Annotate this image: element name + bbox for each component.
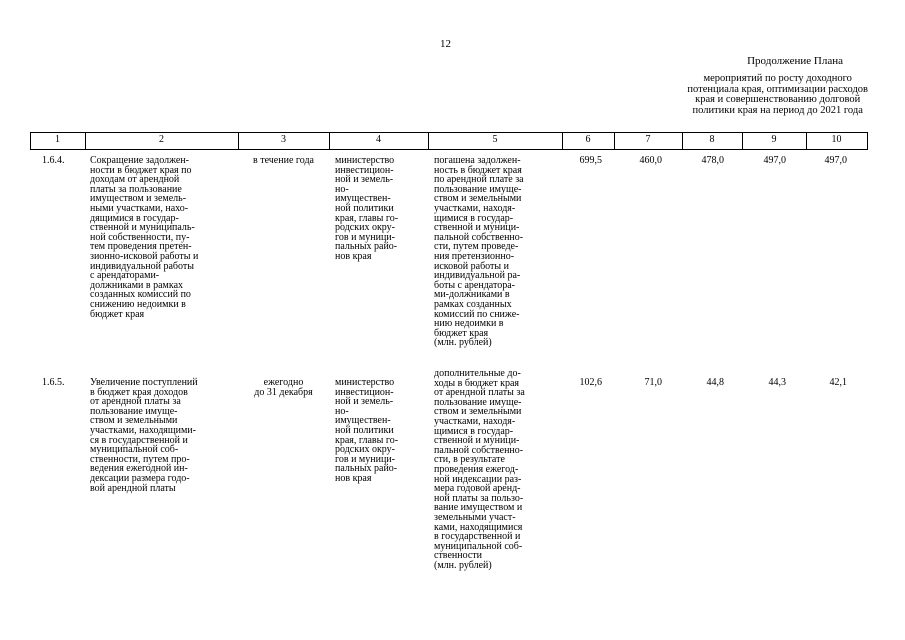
page-number: 12 <box>440 38 451 50</box>
continuation-title: Продолжение Плана <box>747 55 843 67</box>
column-number: 5 <box>492 134 498 145</box>
column-divider <box>867 132 868 149</box>
expected-result: дополнительные до- ходы в бюджет края от арендной платы за пользование имуще- ством и земельными участками, находя- щимися в государ- ственной и муници- пальной собственно- сти, в результате проведения ежегод- ной индексации раз- мера годовой аренд- ной платы за пользо- вание имуществом и земельными участ- ками, находящимися в государственной и муниципальной соб- ственности (млн. рублей) <box>434 368 525 571</box>
value-col9: 44,3 <box>768 377 786 388</box>
measure-name: Сокращение задолжен- ности в бюджет края по доходам от арендной платы за пользование имуществом и земель- ными участками, нахо- дящимися в государ- ственной и муниципаль- ной собственности, пу- тем проведения претен- зионно-исковой работы и индивидуальной работы с арендаторами- должниками в рамках созданных комиссий по снижению недоимки в бюджет края <box>90 155 199 320</box>
header-table-bottom-border <box>30 149 868 150</box>
value-col7: 71,0 <box>644 377 662 388</box>
column-number: 6 <box>585 134 591 145</box>
expected-result: погашена задолжен- ность в бюджет края по арендной плате за пользование имуще- ством и земельными участками, находя- щимися в государ- ственной и муници- пальной собственно- сти, путем проведе- ния претензионно- исковой работы и индивидуальной ра- боты с арендатора- ми-должниками в рамках созданных комиссий по сниже- нию недоимки в бюджет края (млн. рублей) <box>434 155 524 349</box>
column-number: 3 <box>281 134 286 145</box>
plan-title: мероприятий по росту доходного потенциала края, оптимизации расходов края и совершенствованию долговой политики края на период до 2021 года <box>687 73 868 116</box>
value-col10: 497,0 <box>824 155 847 166</box>
column-number: 10 <box>831 134 842 145</box>
value-col7: 460,0 <box>639 155 662 166</box>
value-col8: 478,0 <box>701 155 724 166</box>
column-number: 1 <box>55 134 60 145</box>
column-number: 7 <box>645 134 651 145</box>
value-col10: 42,1 <box>829 377 847 388</box>
responsible-executor: министерство инвестицион- ной и земель- но- имуществен- ной политики края, главы го- родских окру- гов и муници- пальных райо- нов края <box>335 155 399 262</box>
value-col6: 699,5 <box>579 155 602 166</box>
column-number: 2 <box>159 134 164 145</box>
deadline: ежегодно до 31 декабря <box>254 377 313 398</box>
value-col9: 497,0 <box>763 155 786 166</box>
deadline: в течение года <box>253 155 314 166</box>
value-col6: 102,6 <box>579 377 602 388</box>
measure-name: Увеличение поступлений в бюджет края доходов от арендной платы за пользование имуще- ством и земельными участками, находящими- ся в государственной и муниципальной соб- ственности, путем про- ведения ежегодной ин- дексации размера годо- вой арендной платы <box>90 377 198 494</box>
row-number: 1.6.5. <box>42 377 65 388</box>
column-number: 4 <box>376 134 381 145</box>
column-number: 8 <box>709 134 715 145</box>
row-number: 1.6.4. <box>42 155 65 166</box>
responsible-executor: министерство инвестицион- ной и земель- но- имуществен- ной политики края, главы го- родских окру- гов и муници- пальных райо- нов края <box>335 377 399 484</box>
column-number: 9 <box>771 134 777 145</box>
value-col8: 44,8 <box>706 377 724 388</box>
